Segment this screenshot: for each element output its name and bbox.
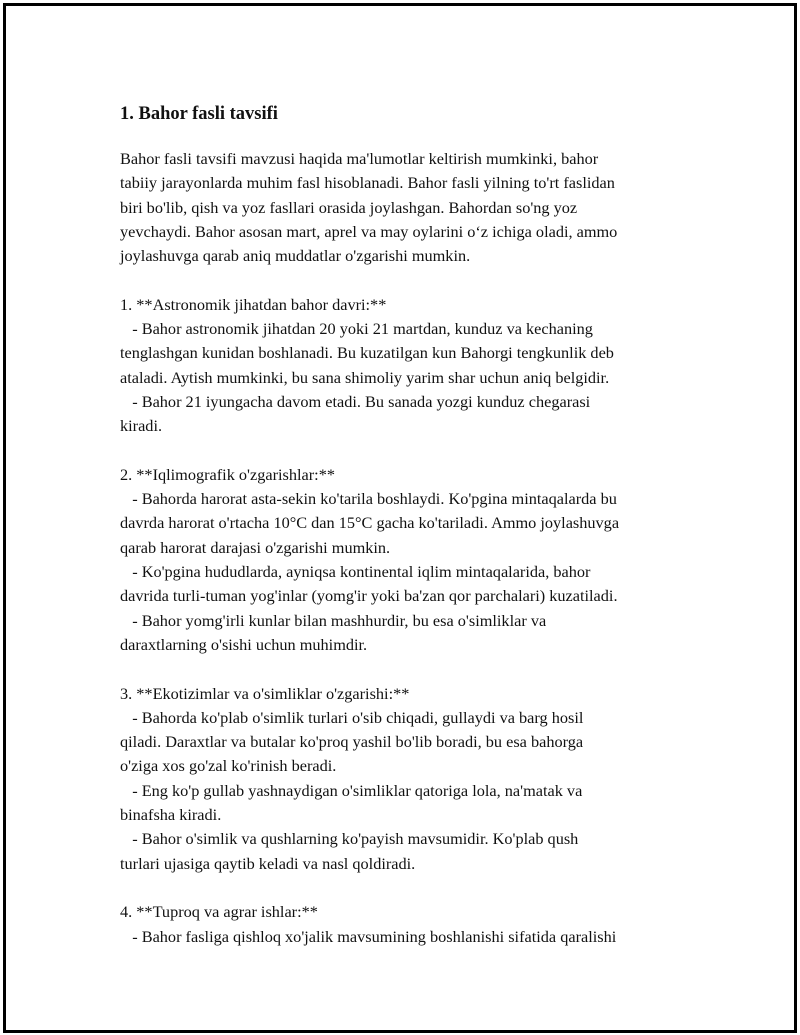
text-line: yevchaydi. Bahor asosan mart, aprel va may oylarini o‘z ichiga oladi, ammo	[120, 221, 618, 241]
text-line: - Bahor 21 iyungacha davom etadi. Bu sanada yozgi kunduz chegarasi	[120, 391, 591, 411]
section-heading: 3. **Ekotizimlar va o'simliklar o'zgarishi:**	[120, 683, 410, 703]
text-line: - Bahorda harorat asta-sekin ko'tarila boshlaydi. Ko'pgina mintaqalarda bu	[120, 489, 617, 509]
text-line: kiradi.	[120, 416, 163, 436]
text-line: o'ziga xos go'zal ko'rinish beradi.	[120, 756, 337, 776]
text-line: - Ko'pgina hududlarda, ayniqsa kontinental iqlim mintaqalarida, bahor	[120, 562, 591, 582]
document-content	[120, 102, 695, 949]
spacer	[120, 268, 695, 292]
section-iqlimografik	[120, 463, 695, 657]
text-line: daraxtlarning o'sishi uchun muhimdir.	[120, 634, 368, 654]
text-line: joylashuvga qarab aniq muddatlar o'zgarishi mumkin.	[120, 246, 471, 266]
text-line: - Bahor o'simlik va qushlarning ko'payish mavsumidir. Ko'plab qush	[120, 829, 579, 849]
section-heading: 1. **Astronomik jihatdan bahor davri:**	[120, 294, 387, 314]
spacer	[120, 657, 695, 681]
section-heading: 2. **Iqlimografik o'zgarishlar:**	[120, 464, 335, 484]
text-line: - Bahor astronomik jihatdan 20 yoki 21 martdan, kunduz va kechaning	[120, 319, 593, 339]
text-line: binafsha kiradi.	[120, 805, 222, 825]
section-heading: 4. **Tuproq va agrar ishlar:**	[120, 902, 318, 922]
text-line: qiladi. Daraxtlar va butalar ko'proq yashil bo'lib boradi, bu esa bahorga	[120, 732, 584, 752]
text-line: tenglashgan kunidan boshlanadi. Bu kuzatilgan kun Bahorgi tengkunlik deb	[120, 343, 614, 363]
document-title: 1. Bahor fasli tavsifi	[120, 104, 278, 124]
text-line: - Bahor fasliga qishloq xo'jalik mavsumining boshlanishi sifatida qaralishi	[120, 926, 617, 946]
text-line: Bahor fasli tavsifi mavzusi haqida ma'lumotlar keltirish mumkinki, bahor	[120, 149, 599, 168]
section-ekotizimlar	[120, 682, 695, 876]
text-line: davrda harorat o'rtacha 10°C dan 15°C gacha ko'tariladi. Ammo joylashuvga	[120, 513, 620, 533]
text-line: - Bahorda ko'plab o'simlik turlari o'sib chiqadi, gullaydi va barg hosil	[120, 707, 584, 727]
section-tuproq	[120, 900, 695, 949]
intro-paragraph	[120, 147, 695, 268]
text-line: qarab harorat darajasi o'zgarishi mumkin.	[120, 537, 391, 557]
section-astronomik	[120, 293, 695, 439]
text-line: biri bo'lib, qish va yoz fasllari orasida joylashgan. Bahordan so'ng yoz	[120, 197, 578, 217]
spacer	[120, 439, 695, 463]
text-line: davrida turli-tuman yog'inlar (yomg'ir yoki ba'zan qor parchalari) kuzatiladi.	[120, 586, 618, 606]
text-line: - Eng ko'p gullab yashnaydigan o'simliklar qatoriga lola, na'matak va	[120, 780, 583, 800]
text-line: - Bahor yomg'irli kunlar bilan mashhurdir, bu esa o'simliklar va	[120, 610, 547, 630]
text-line: tabiiy jarayonlarda muhim fasl hisoblanadi. Bahor fasli yilning to'rt faslidan	[120, 173, 615, 193]
text-line: turlari ujasiga qaytib keladi va nasl qoldiradi.	[120, 853, 416, 873]
document-page	[3, 3, 797, 1033]
text-line: ataladi. Aytish mumkinki, bu sana shimoliy yarim shar uchun aniq belgidir.	[120, 367, 610, 387]
spacer	[120, 876, 695, 900]
